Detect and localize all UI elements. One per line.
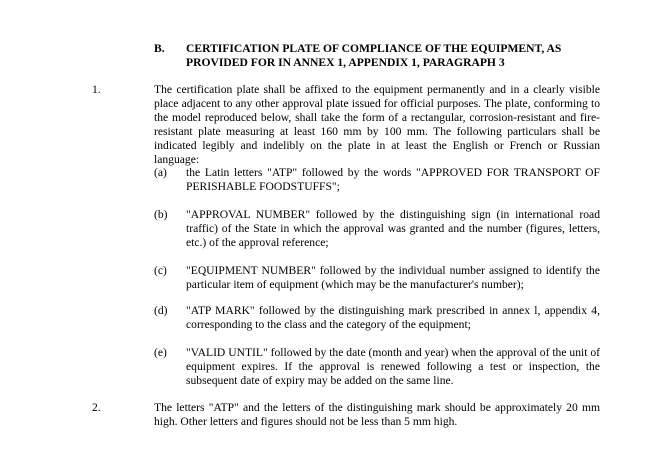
item-text-a: the Latin letters "ATP" followed by the words "APPROVED FOR TRANSPORT OF PERISHABLE FOODSTUFFS"; — [186, 166, 600, 193]
paragraph-1-text: The certification plate shall be affixed to the equipment permanently and in a clearly visible place adjacent to any other approval plate issued for official purposes. The plate, conforming to the model reproduced below, shall take the form of a rectangular, corrosion-resistant and fire-resistant plate measuring at least 160 mm by 100 mm. The following particulars shall be indicated legibly and indelibly on the plate in at least the English or French or Russian language: — [154, 83, 600, 166]
item-letter-b: (b) — [154, 208, 168, 221]
item-letter-c: (c) — [154, 264, 167, 277]
paragraph-number-2: 2. — [92, 401, 101, 414]
paragraph-number-1: 1. — [92, 83, 101, 96]
item-text-b: "APPROVAL NUMBER" followed by the distinguishing sign (in international road traffic) of the State in which the approval was granted and the number (figures, letters, etc.) of the approval reference; — [186, 208, 600, 249]
paragraph-2-text: The letters "ATP" and the letters of the distinguishing mark should be approximately 20 mm high. Other letters and figures should not be less than 5 mm high. — [154, 401, 600, 428]
item-letter-e: (e) — [154, 346, 167, 359]
section-letter: B. — [154, 42, 165, 55]
section-title: CERTIFICATION PLATE OF COMPLIANCE OF THE EQUIPMENT, AS PROVIDED FOR IN ANNEX 1, APPENDIX 1, PARAGRAPH 3 — [186, 42, 562, 69]
item-text-e: "VALID UNTIL" followed by the date (month and year) when the approval of the unit of equipment expires. If the approval is renewed following a test or inspection, the subsequent date of expiry may be added on the same line. — [186, 346, 600, 387]
item-letter-a: (a) — [154, 166, 167, 179]
item-text-c: "EQUIPMENT NUMBER" followed by the individual number assigned to identify the particular item of equipment (which may be the manufacturer's number); — [186, 264, 600, 291]
item-letter-d: (d) — [154, 304, 168, 317]
item-text-d: "ATP MARK" followed by the distinguishing mark prescribed in annex l, appendix 4, corresponding to the class and the category of the equipment; — [186, 304, 600, 331]
